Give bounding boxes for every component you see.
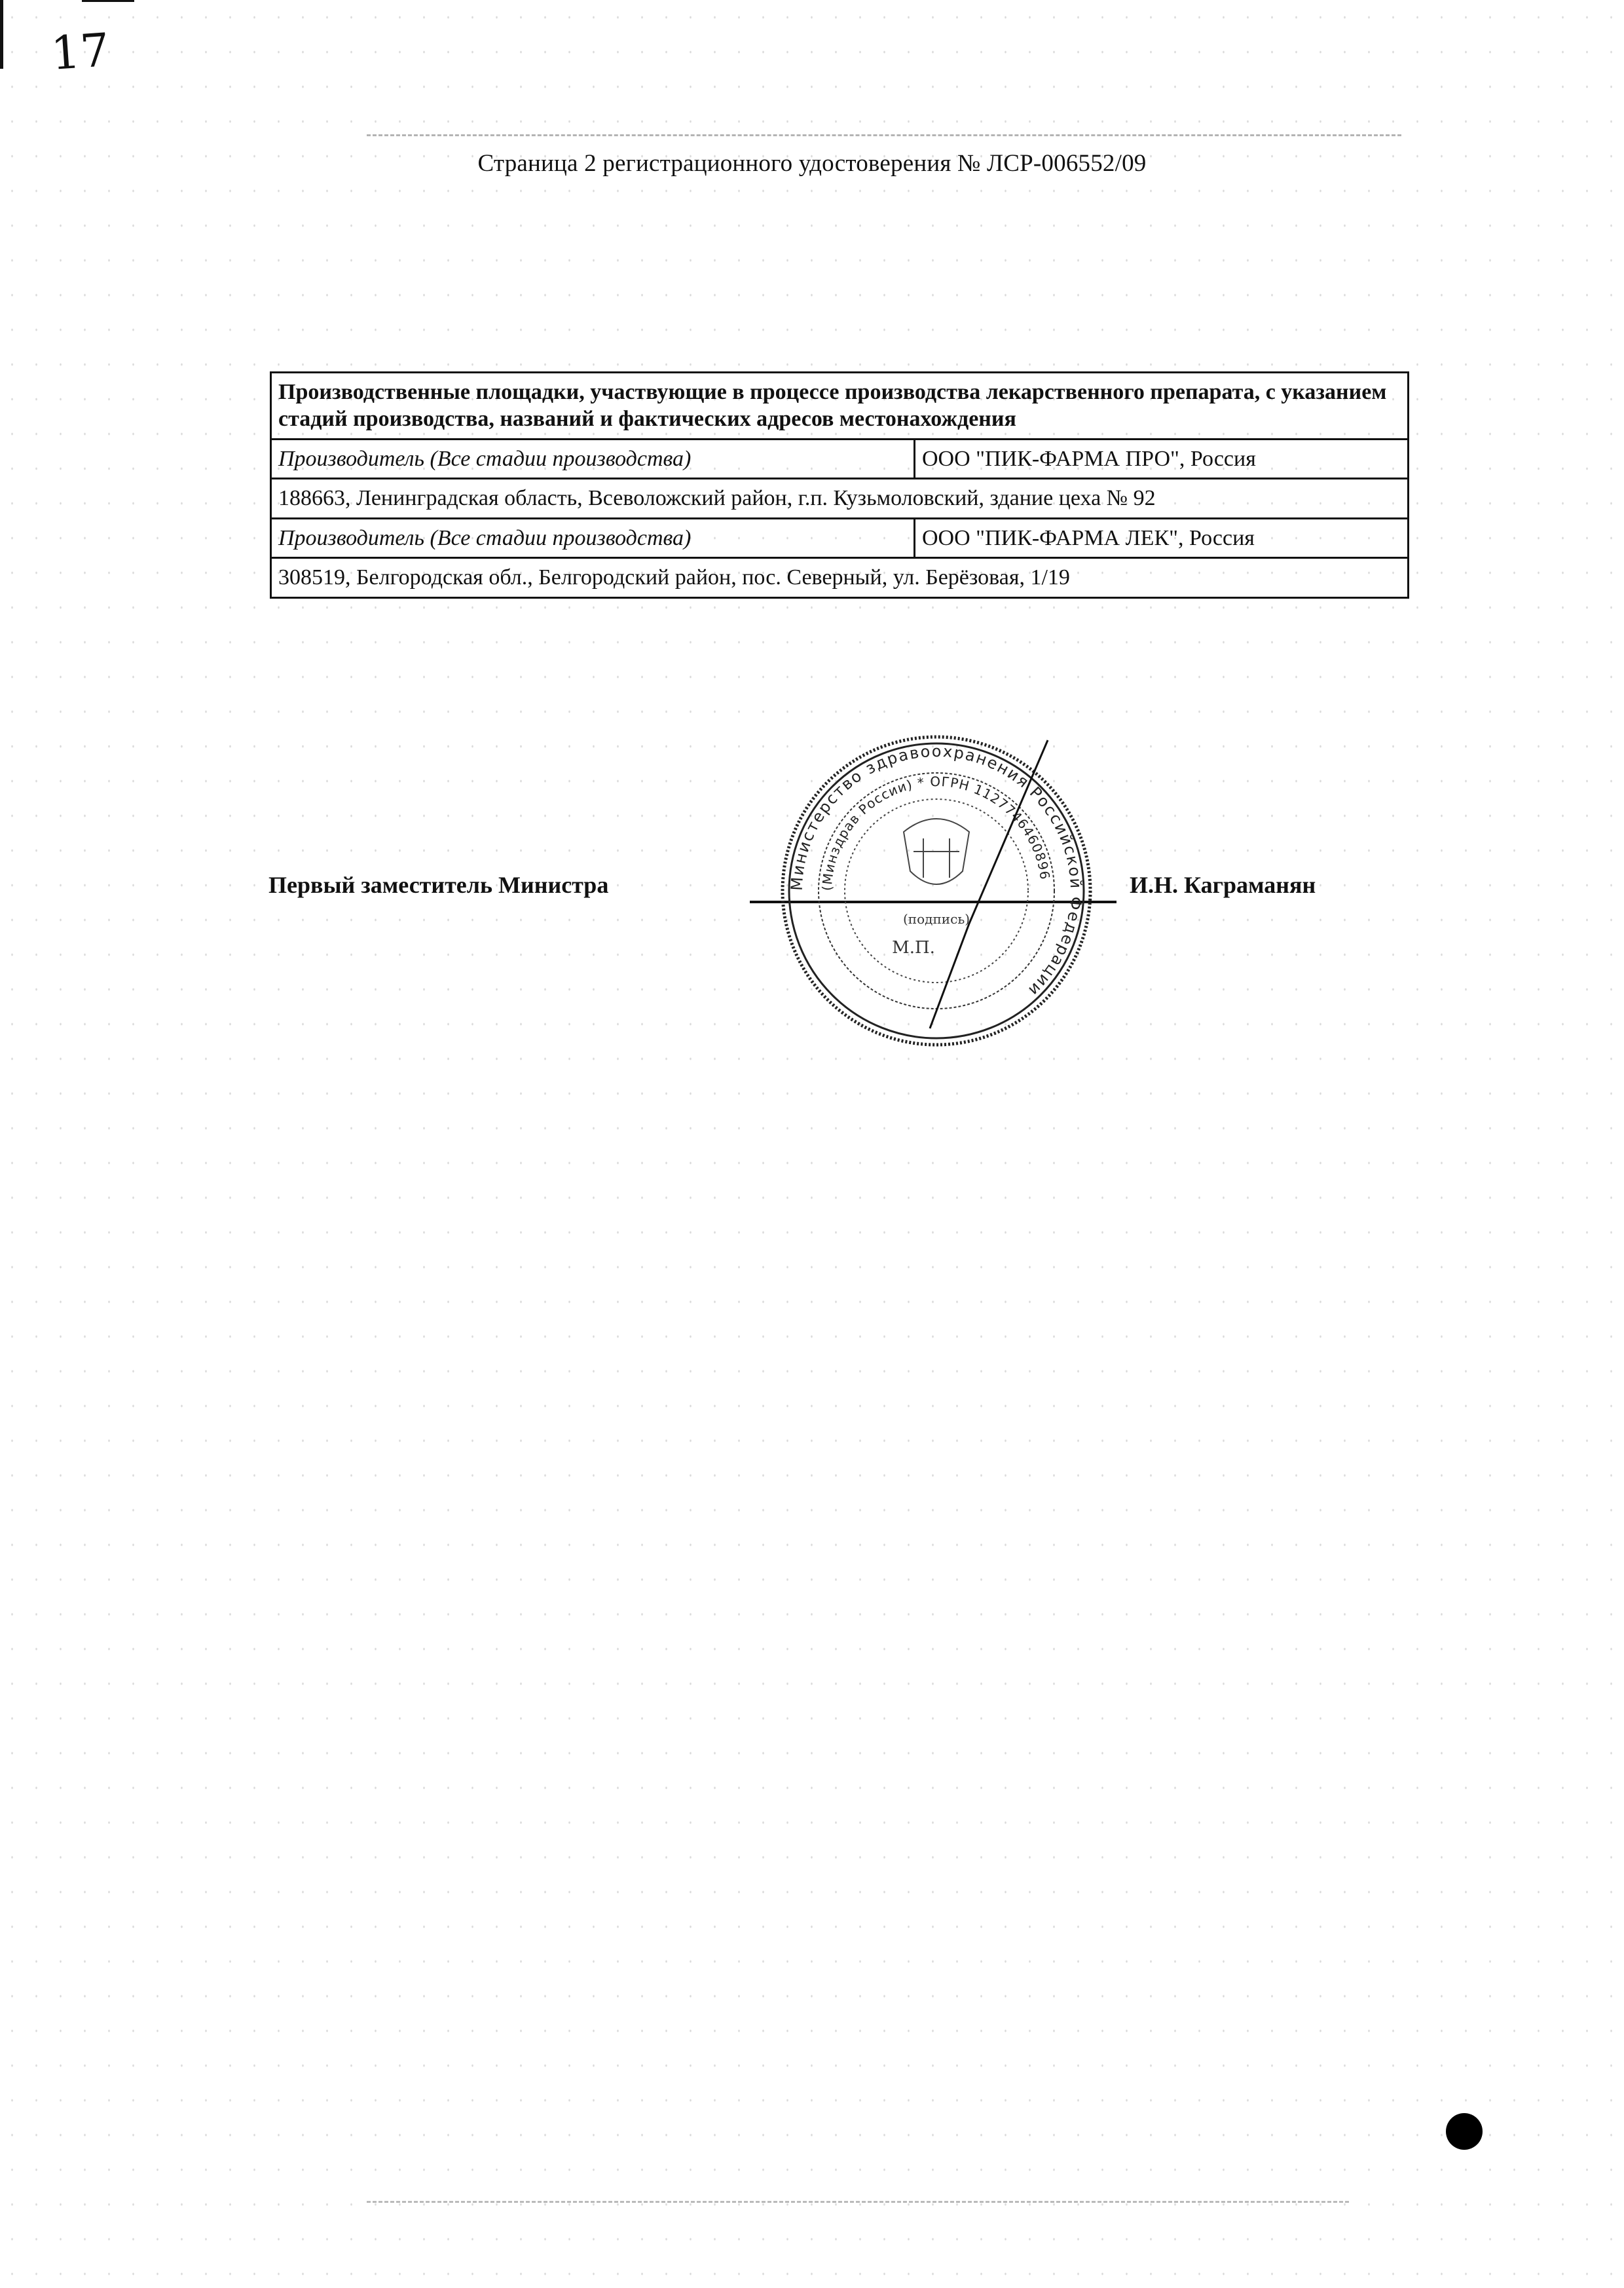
site-address: 188663, Ленинградская область, Всеволожский район, г.п. Кузьмоловский, здание цеха № 92: [271, 479, 1409, 518]
signatory-name: И.Н. Каграманян: [1130, 872, 1316, 898]
scan-marker-dot: [1446, 2113, 1483, 2150]
stamp-signature-label: (подпись): [902, 911, 970, 927]
stamp-outer-text: Министерство здравоохранения Российской Федерации: [787, 741, 1086, 1001]
manufacturing-sites-table: [270, 371, 1409, 599]
table-row: [271, 558, 1409, 597]
coat-of-arms-icon: [904, 819, 969, 884]
svg-text:(Минздрав России) * ОГРН 11277: [819, 774, 1053, 891]
footer-ornament-line: [367, 2201, 1349, 2203]
site-company: ООО "ПИК-ФАРМА ПРО", Россия: [915, 439, 1409, 478]
header-ornament-line: [367, 134, 1401, 136]
table-row: [271, 518, 1409, 557]
table-heading: Производственные площадки, участвующие в процессе производства лекарственного препарата, с указанием стадий производства, названий и фактических адресов местонахождения: [271, 373, 1409, 440]
official-seal-stamp-icon: [773, 727, 1100, 1055]
site-address: 308519, Белгородская обл., Белгородский район, пос. Северный, ул. Берёзовая, 1/19: [271, 558, 1409, 597]
scan-edge-mark: [0, 0, 3, 69]
site-role: Производитель (Все стадии производства): [271, 518, 915, 557]
table-row: [271, 479, 1409, 518]
stamp-inner-text: (Минздрав России) * ОГРН 1127746460896: [819, 773, 1054, 891]
stamp-mp-label: М.П.: [892, 938, 935, 958]
table-row: [271, 439, 1409, 478]
signatory-position: Первый заместитель Министра: [268, 872, 609, 898]
page-title: Страница 2 регистрационного удостоверения № ЛСР-006552/09: [477, 150, 1147, 177]
handwritten-page-number: 17: [49, 22, 111, 81]
site-role: Производитель (Все стадии производства): [271, 439, 915, 478]
scan-edge-mark-top: [82, 0, 134, 2]
table-heading-row: [271, 373, 1409, 440]
site-company: ООО "ПИК-ФАРМА ЛЕК", Россия: [915, 518, 1409, 557]
